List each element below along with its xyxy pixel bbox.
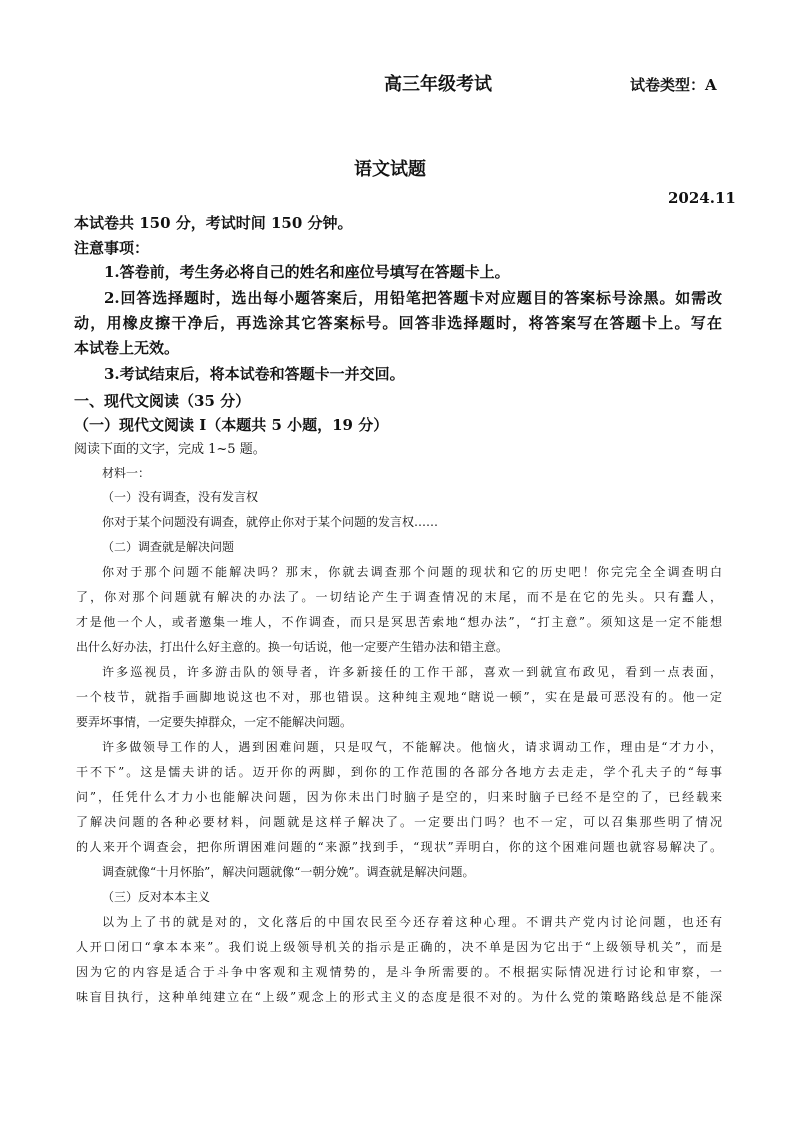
- material-line: 干不下”。这是懦夫讲的话。迈开你的两脚，到你的工作范围的各部分各地方去走走，学个孔夫子的“每事: [76, 765, 722, 779]
- material-line: （一）没有调查，没有发言权: [102, 490, 259, 504]
- paper-type: 试卷类型：A: [630, 76, 717, 94]
- material-line: 一个枝节，就指手画脚地说这也不对，那也错误。这种纯主观地“瞎说一顿”，实在是最可恶没有的。他一定: [76, 690, 722, 704]
- material-line: 要弄坏事情，一定要失掉群众，一定不能解决问题。: [76, 715, 353, 729]
- section-instruction: 阅读下面的文字，完成 1~5 题。: [74, 442, 266, 457]
- notice-item: 1.答卷前，考生务必将自己的姓名和座位号填写在答题卡上。: [104, 263, 510, 281]
- material-line: 你对于那个问题不能解决吗？那末，你就去调查那个问题的现状和它的历史吧！你完完全全调查明白: [102, 565, 722, 579]
- exam-date: 2024.11: [668, 189, 736, 207]
- material-line: 以为上了书的就是对的，文化落后的中国农民至今还存着这种心理。不谓共产党内讨论问题，也还有: [102, 915, 722, 929]
- section-subtitle: （一）现代文阅读 I（本题共 5 小题，19 分）: [74, 416, 389, 434]
- material-line: 的人来开个调查会，把你所谓困难问题的“来源”找到手，“现状”弄明白，你的这个困难问题也就容易解决了。: [76, 840, 722, 854]
- subject-title: 语文试题: [354, 159, 426, 180]
- score-time-text: 本试卷共 150 分，考试时间 150 分钟。: [74, 214, 353, 232]
- notice-item: 本试卷上无效。: [74, 339, 180, 357]
- material-line: 出什么好办法，打出什么好主意的。换一句话说，他一定要产生错办法和错主意。: [76, 640, 509, 654]
- material-line: 味盲目执行，这种单纯建立在“上级”观念上的形式主义的态度是很不对的。为什么党的策略路线总是不能深: [76, 990, 722, 1004]
- material-label: 材料一：: [102, 466, 151, 480]
- section-title: 一、现代文阅读（35 分）: [74, 392, 251, 410]
- material-line: 才是他一个人，或者邀集一堆人，不作调查，而只是冥思苦索地“想办法”，“打主意”。须知这是一定不能想: [76, 615, 722, 629]
- material-line: 许多巡视员，许多游击队的领导者，许多新接任的工作干部，喜欢一到就宣布政见，看到一点表面，: [102, 665, 722, 679]
- notice-item: 3.考试结束后，将本试卷和答题卡一并交回。: [104, 365, 405, 383]
- material-line: 许多做领导工作的人，遇到困难问题，只是叹气，不能解决。他恼火，请求调动工作，理由是“才力小，: [102, 740, 722, 754]
- material-line: （三）反对本本主义: [102, 890, 211, 904]
- notice-item: 2.回答选择题时，选出每小题答案后，用铅笔把答题卡对应题目的答案标号涂黑。如需改: [104, 289, 722, 307]
- exam-title: 高三年级考试: [384, 74, 492, 95]
- notice-item: 动，用橡皮擦干净后，再选涂其它答案标号。回答非选择题时，将答案写在答题卡上。写在: [74, 314, 722, 332]
- material-line: 你对于某个问题没有调查，就停止你对于某个问题的发言权……: [102, 515, 439, 529]
- material-line: （二）调查就是解决问题: [102, 540, 235, 554]
- notice-label: 注意事项：: [74, 239, 150, 257]
- material-line: 问”，任凭什么才力小也能解决问题，因为你未出门时脑子是空的，归来时脑子已经不是空的了，已经载来: [76, 790, 722, 804]
- material-line: 了解决问题的各种必要材料，问题就是这样子解决了。一定要出门吗？也不一定，可以召集那些明了情况: [76, 815, 722, 829]
- material-line: 了，你对那个问题就有解决的办法了。一切结论产生于调查情况的末尾，而不是在它的先头。只有蠢人，: [76, 590, 722, 604]
- material-line: 调查就像“十月怀胎”，解决问题就像“一朝分娩”。调查就是解决问题。: [102, 865, 475, 879]
- material-line: 因为它的内容是适合于斗争中客观和主观情势的，是斗争所需要的。不根据实际情况进行讨论和审察，一: [76, 965, 722, 979]
- material-line: 人开口闭口“拿本本来”。我们说上级领导机关的指示是正确的，决不单是因为它出于“上级领导机关”，而是: [76, 940, 722, 954]
